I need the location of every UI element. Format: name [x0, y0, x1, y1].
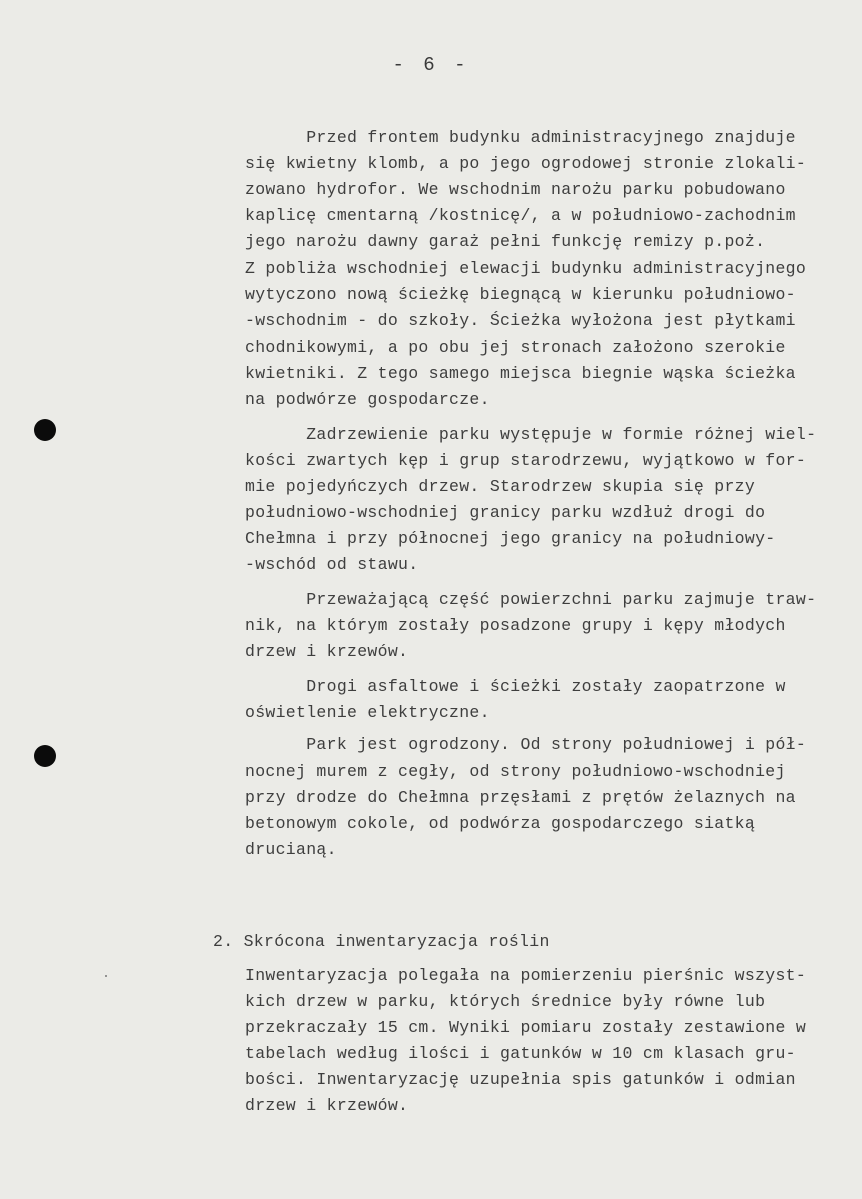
text-line: na podwórze gospodarcze.	[245, 390, 490, 409]
text-line: kości zwartych kęp i grup starodrzewu, wyjątkowo w for-	[245, 451, 807, 470]
text-line: Drogi asfaltowe i ścieżki zostały zaopatrzone w	[245, 677, 786, 696]
text-line: Park jest ogrodzony. Od strony południowej i pół-	[245, 735, 807, 754]
speck	[105, 975, 107, 977]
text-line: Przed frontem budynku administracyjnego znajduje	[245, 128, 796, 147]
text-line: się kwietny klomb, a po jego ogrodowej stronie zlokali-	[245, 154, 807, 173]
text-line: drzew i krzewów.	[245, 1096, 409, 1115]
text-line: południowo-wschodniej granicy parku wzdłuż drogi do	[245, 503, 766, 522]
text-line: tabelach według ilości i gatunków w 10 cm klasach gru-	[245, 1044, 796, 1063]
punch-hole-top	[34, 419, 56, 441]
text-line: betonowym cokole, od podwórza gospodarczego siatką	[245, 814, 756, 833]
text-line: Inwentaryzacja polegała na pomierzeniu pierśnic wszyst-	[245, 966, 807, 985]
text-line: Przeważającą część powierzchni parku zajmuje traw-	[245, 590, 817, 609]
text-line: drzew i krzewów.	[245, 642, 409, 661]
text-line: kich drzew w parku, których średnice były równe lub	[245, 992, 766, 1011]
text-line: zowano hydrofor. We wschodnim narożu parku pobudowano	[245, 180, 786, 199]
text-line: bości. Inwentaryzację uzupełnia spis gatunków i odmian	[245, 1070, 796, 1089]
text-line: nik, na którym zostały posadzone grupy i kępy młodych	[245, 616, 786, 635]
text-line: -wschód od stawu.	[245, 555, 419, 574]
page-number: - 6 -	[392, 54, 470, 76]
text-line: nocnej murem z cegły, od strony południowo-wschodniej	[245, 762, 786, 781]
text-line: Chełmna i przy północnej jego granicy na południowy-	[245, 529, 776, 548]
text-line: kaplicę cmentarną /kostnicę/, a w południowo-zachodnim	[245, 206, 796, 225]
text-line: mie pojedyńczych drzew. Starodrzew skupia się przy	[245, 477, 756, 496]
text-line: drucianą.	[245, 840, 337, 859]
text-line: chodnikowymi, a po obu jej stronach założono szerokie	[245, 338, 786, 357]
section-heading: 2. Skrócona inwentaryzacja roślin	[213, 932, 550, 951]
text-line: Z pobliża wschodniej elewacji budynku administracyjnego	[245, 259, 807, 278]
punch-hole-bottom	[34, 745, 56, 767]
text-line: Zadrzewienie parku występuje w formie różnej wiel-	[245, 425, 817, 444]
text-line: jego narożu dawny garaż pełni funkcję remizy p.poż.	[245, 232, 766, 251]
text-line: przy drodze do Chełmna przęsłami z prętów żelaznych na	[245, 788, 796, 807]
text-line: przekraczały 15 cm. Wyniki pomiaru zostały zestawione w	[245, 1018, 807, 1037]
text-line: kwietniki. Z tego samego miejsca biegnie wąska ścieżka	[245, 364, 796, 383]
text-line: wytyczono nową ścieżkę biegnącą w kierunku południowo-	[245, 285, 796, 304]
text-line: -wschodnim - do szkoły. Ścieżka wyłożona jest płytkami	[245, 311, 796, 330]
text-line: oświetlenie elektryczne.	[245, 703, 490, 722]
